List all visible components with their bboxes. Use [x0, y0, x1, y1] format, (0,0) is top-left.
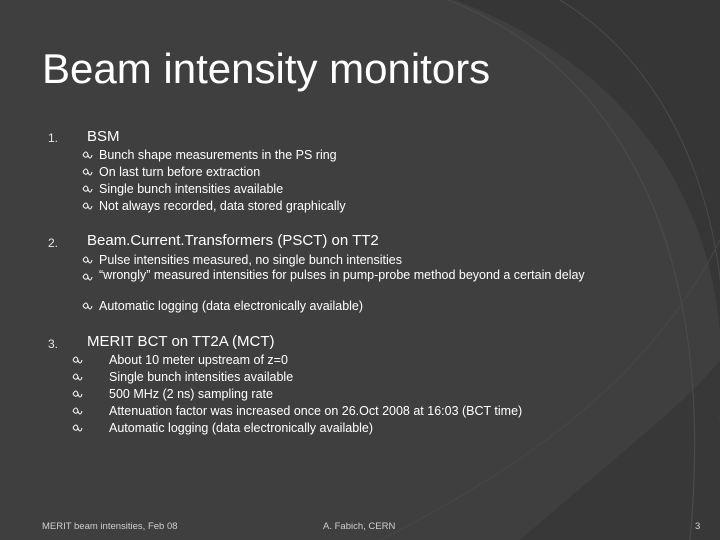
- ornament-bullet-icon: [72, 406, 83, 416]
- footer-left: MERIT beam intensities, Feb 08: [42, 521, 178, 532]
- section-1-heading: BSM: [87, 128, 120, 145]
- page-number: 3: [695, 521, 701, 532]
- section-1-number: 1.: [48, 131, 59, 145]
- ornament-bullet-icon: [72, 423, 83, 433]
- ornament-bullet-icon: [82, 150, 93, 160]
- ornament-bullet-icon: [72, 372, 83, 382]
- ornament-bullet-icon: [82, 167, 93, 177]
- section-2-heading: Beam.Current.Transformers (PSCT) on TT2: [87, 232, 379, 249]
- ornament-bullet-icon: [82, 301, 93, 311]
- section-3-heading: MERIT BCT on TT2A (MCT): [87, 333, 275, 350]
- ornament-bullet-icon: [82, 272, 93, 282]
- ornament-bullet-icon: [82, 184, 93, 194]
- section-3-number: 3.: [48, 337, 59, 351]
- section-2-number: 2.: [48, 236, 59, 250]
- footer-center: A. Fabich, CERN: [323, 521, 396, 532]
- slide-title: Beam intensity monitors: [42, 45, 491, 92]
- ornament-bullet-icon: [72, 389, 83, 399]
- ornament-bullet-icon: [82, 201, 93, 211]
- ornament-bullet-icon: [72, 355, 83, 365]
- ornament-bullet-icon: [82, 255, 93, 265]
